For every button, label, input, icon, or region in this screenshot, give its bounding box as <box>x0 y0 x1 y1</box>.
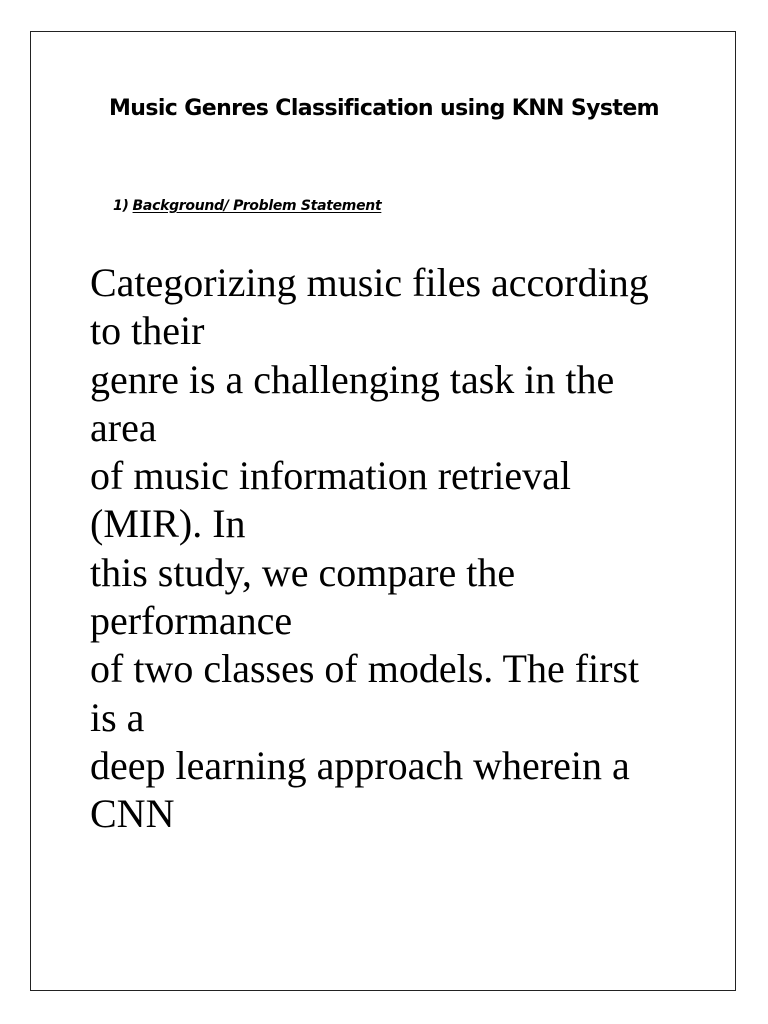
body-line: of music information retrieval <box>90 453 571 499</box>
body-line: is a <box>90 694 145 740</box>
body-line: deep learning approach wherein a <box>90 742 630 788</box>
body-line: performance <box>90 598 293 644</box>
body-paragraph <box>90 259 710 839</box>
section-heading <box>113 198 381 214</box>
body-line: CNN <box>90 791 175 837</box>
body-line: Categorizing music files according <box>90 260 649 305</box>
body-line: to their <box>90 308 205 354</box>
section-number: 1) <box>113 198 129 214</box>
body-line: this study, we compare the <box>90 549 516 595</box>
body-line: of two classes of models. The first <box>90 646 640 692</box>
body-line: genre is a challenging task in the <box>90 356 615 402</box>
document-title: Music Genres Classification using KNN System <box>109 96 659 121</box>
body-line: (MIR). In <box>90 501 246 547</box>
section-heading-label: Background/ Problem Statement <box>132 198 382 214</box>
body-line: area <box>90 404 157 450</box>
